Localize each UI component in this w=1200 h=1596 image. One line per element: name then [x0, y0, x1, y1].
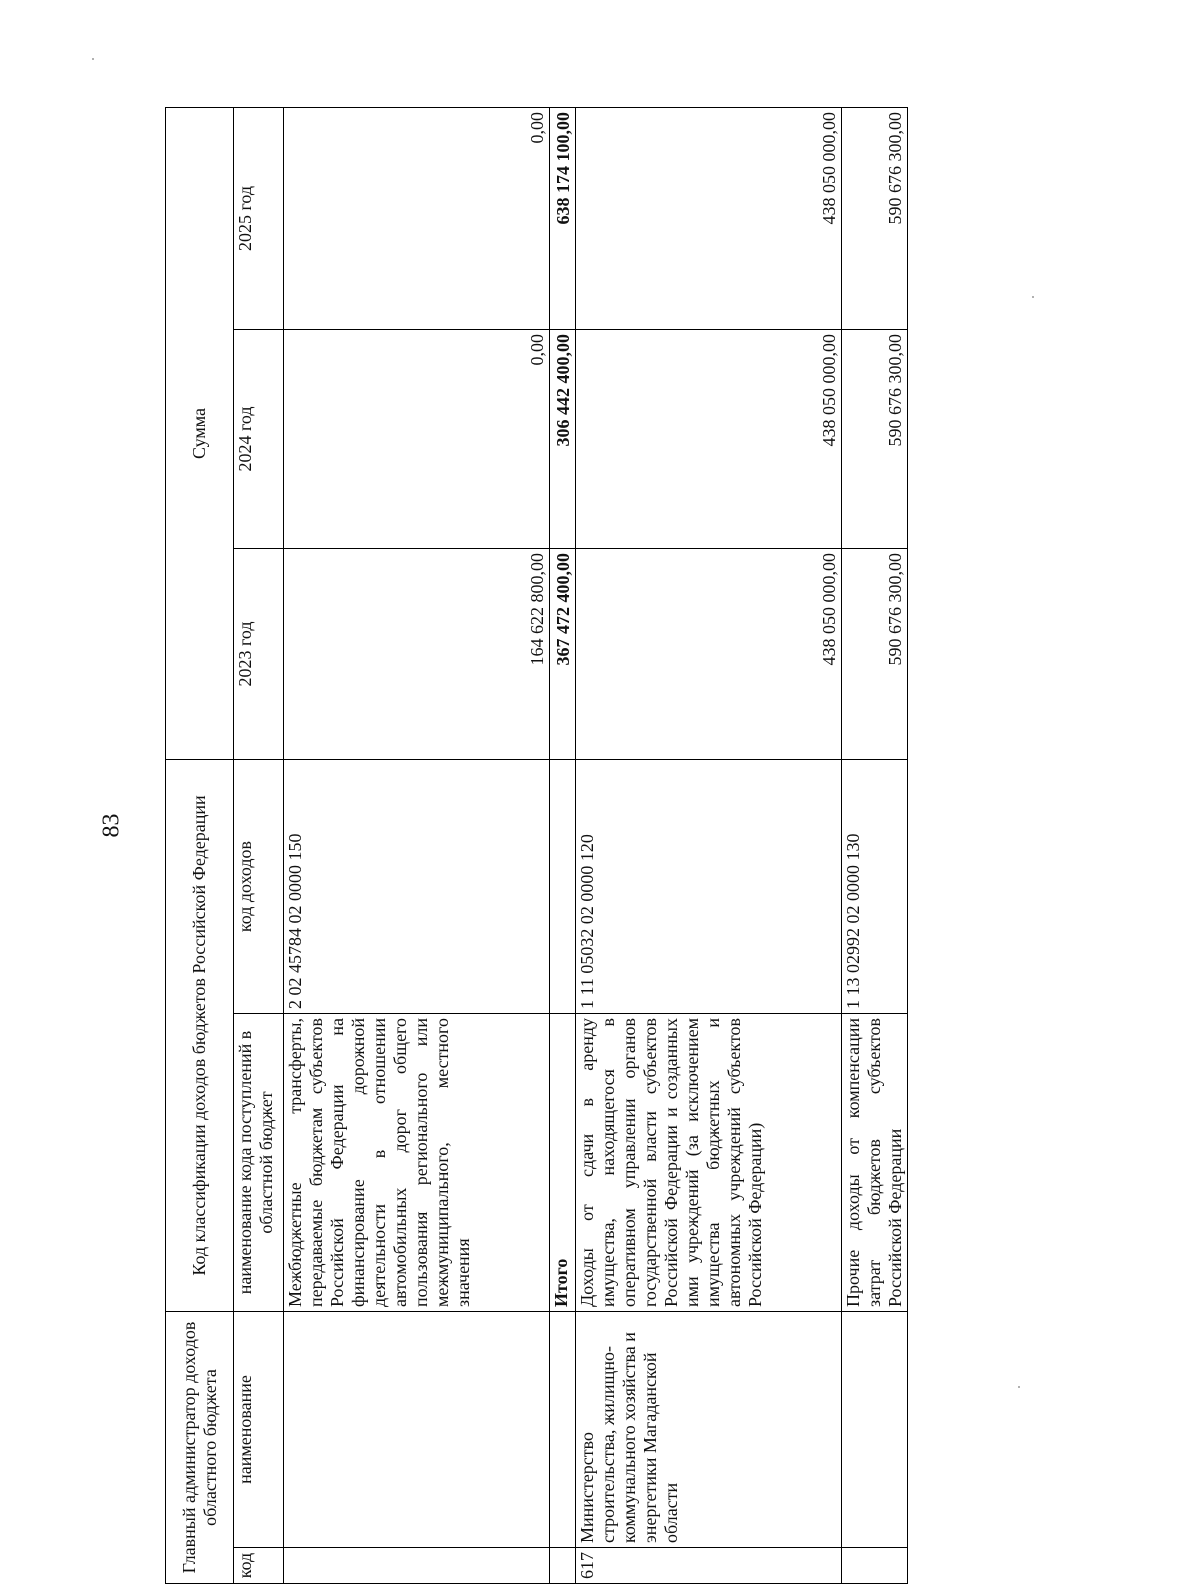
sum-2024-cell: 0,00 [284, 330, 550, 549]
year-2025-header: 2025 год [234, 107, 284, 329]
admin-name-header: наименование [234, 1312, 284, 1548]
income-classification-table [165, 107, 908, 1584]
income-code-cell [550, 760, 576, 1014]
sum-2023-cell: 438 050 000,00 [576, 549, 842, 760]
scan-speck [1032, 296, 1034, 298]
table-row [284, 107, 550, 1583]
year-2024-header: 2024 год [234, 330, 284, 549]
scan-speck [92, 58, 94, 60]
income-code-cell: 1 13 02992 02 0000 130 [842, 760, 908, 1014]
sum-2025-cell: 438 050 000,00 [576, 107, 842, 329]
sum-2025-cell: 638 174 100,00 [550, 107, 576, 329]
sum-2023-cell: 164 622 800,00 [284, 549, 550, 760]
sum-group-header: Сумма [166, 107, 234, 759]
admin-code-cell: 617 [576, 1548, 842, 1584]
page-number: 83 [98, 813, 125, 838]
income-name-cell: Доходы от сдачи в аренду имущества, находящегося в оперативном управлении органов государственной власти субъектов Российской Федерации и созданных ими учреждений (за исключением имущества бюджетных и автономных учреждений субъектов Российской Федерации) [576, 1014, 842, 1312]
sum-2025-cell: 590 676 300,00 [842, 107, 908, 329]
rotated-table-container [165, 108, 905, 1584]
admin-name-cell [842, 1312, 908, 1548]
sum-2025-cell: 0,00 [284, 107, 550, 329]
admin-name-cell [550, 1312, 576, 1548]
sum-2024-cell: 590 676 300,00 [842, 330, 908, 549]
classification-group-header: Код классификации доходов бюджетов Российской Федерации [166, 760, 234, 1312]
table-row [576, 107, 842, 1583]
admin-code-cell [842, 1548, 908, 1584]
admin-name-cell [284, 1312, 550, 1548]
admin-code-cell [284, 1548, 550, 1584]
table-row [550, 107, 576, 1583]
income-code-cell: 1 11 05032 02 0000 120 [576, 760, 842, 1014]
sum-2024-cell: 438 050 000,00 [576, 330, 842, 549]
income-code-header: код доходов [234, 760, 284, 1014]
income-name-cell: Прочие доходы от компенсации затрат бюджетов субъектов Российской Федерации [842, 1014, 908, 1312]
year-2023-header: 2023 год [234, 549, 284, 760]
rotated-table-frame [165, 108, 905, 1584]
income-name-header: наименование кода поступлений в областной бюджет [234, 1014, 284, 1312]
admin-code-header: код [234, 1548, 284, 1584]
admin-name-cell: Министерство строительства, жилищно-коммунального хозяйства и энергетики Магаданской области [576, 1312, 842, 1548]
sum-2023-cell: 590 676 300,00 [842, 549, 908, 760]
sum-2023-cell: 367 472 400,00 [550, 549, 576, 760]
income-code-cell: 2 02 45784 02 0000 150 [284, 760, 550, 1014]
admin-code-cell [550, 1548, 576, 1584]
sum-2024-cell: 306 442 400,00 [550, 330, 576, 549]
table-row [842, 107, 908, 1583]
income-name-cell: Межбюджетные трансферты, передаваемые бюджетам субъектов Российской Федерации на финансирование дорожной деятельности в отношении автомобильных дорог общего пользования регионального или межмуниципального, местного значения [284, 1014, 550, 1312]
scan-speck [1018, 1386, 1020, 1388]
admin-group-header: Главный администратор доходов областного бюджета [166, 1312, 234, 1584]
income-name-cell: Итого [550, 1014, 576, 1312]
